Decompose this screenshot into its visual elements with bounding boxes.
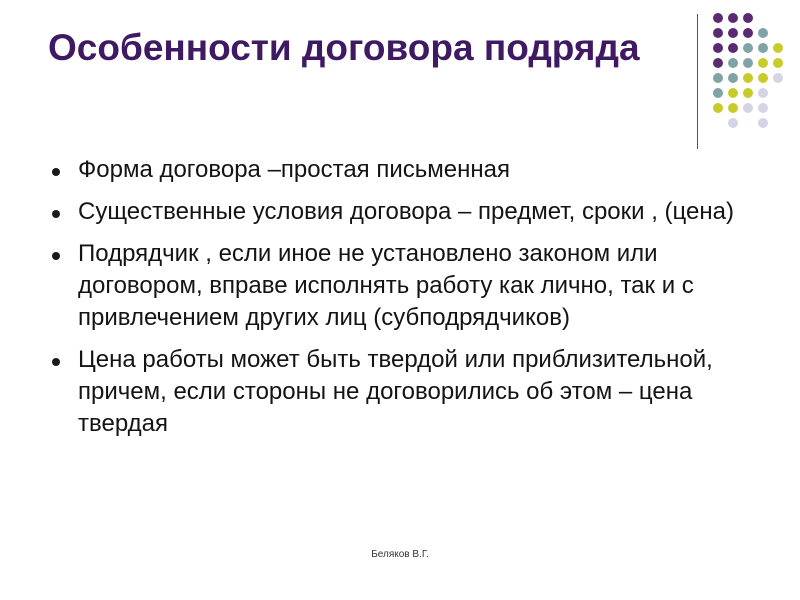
deco-dot xyxy=(773,58,783,68)
deco-dot xyxy=(728,58,738,68)
deco-dot xyxy=(728,13,738,23)
deco-dot xyxy=(728,43,738,53)
deco-dot xyxy=(713,103,723,113)
deco-dot xyxy=(743,43,753,53)
bullet-text: Подрядчик , если иное не установлено законом или договором, вправе исполнять работу как лично, так и с привлечением других лиц (субподрядчиков) xyxy=(78,240,694,331)
deco-dot xyxy=(713,88,723,98)
deco-dot xyxy=(728,118,738,128)
deco-dot xyxy=(713,58,723,68)
decorative-dot-grid xyxy=(0,0,800,160)
bullet-item xyxy=(48,238,738,334)
deco-dot xyxy=(758,88,768,98)
deco-dot xyxy=(713,28,723,38)
deco-dot xyxy=(743,28,753,38)
bullet-item xyxy=(48,196,738,228)
deco-dot xyxy=(728,103,738,113)
deco-dot xyxy=(728,28,738,38)
bullet-text: Существенные условия договора – предмет, сроки , (цена) xyxy=(78,198,734,225)
deco-dot xyxy=(743,88,753,98)
bullet-list xyxy=(48,154,738,450)
deco-dot xyxy=(758,103,768,113)
deco-dot xyxy=(743,58,753,68)
bullet-item xyxy=(48,344,738,440)
deco-dot xyxy=(713,13,723,23)
slide-title: Особенности договора подряда xyxy=(48,27,640,68)
deco-dot xyxy=(713,73,723,83)
footer-author: Беляков В.Г. xyxy=(371,549,429,560)
deco-dot xyxy=(758,118,768,128)
deco-dot xyxy=(743,73,753,83)
bullet-dot-icon xyxy=(52,358,60,366)
deco-dot xyxy=(758,43,768,53)
deco-dot xyxy=(758,28,768,38)
deco-dot xyxy=(743,13,753,23)
bullet-text: Цена работы может быть твердой или приблизительной, причем, если стороны не договорились об этом – цена твердая xyxy=(78,346,713,437)
deco-dot xyxy=(728,88,738,98)
bullet-dot-icon xyxy=(52,168,60,176)
deco-dot xyxy=(743,103,753,113)
deco-dot xyxy=(713,43,723,53)
bullet-item xyxy=(48,154,738,186)
deco-dot xyxy=(758,73,768,83)
deco-dot xyxy=(773,43,783,53)
bullet-text: Форма договора –простая письменная xyxy=(78,156,510,183)
deco-dot xyxy=(758,58,768,68)
vertical-divider xyxy=(697,14,698,149)
bullet-dot-icon xyxy=(52,252,60,260)
bullet-dot-icon xyxy=(52,210,60,218)
deco-dot xyxy=(773,73,783,83)
deco-dot xyxy=(728,73,738,83)
